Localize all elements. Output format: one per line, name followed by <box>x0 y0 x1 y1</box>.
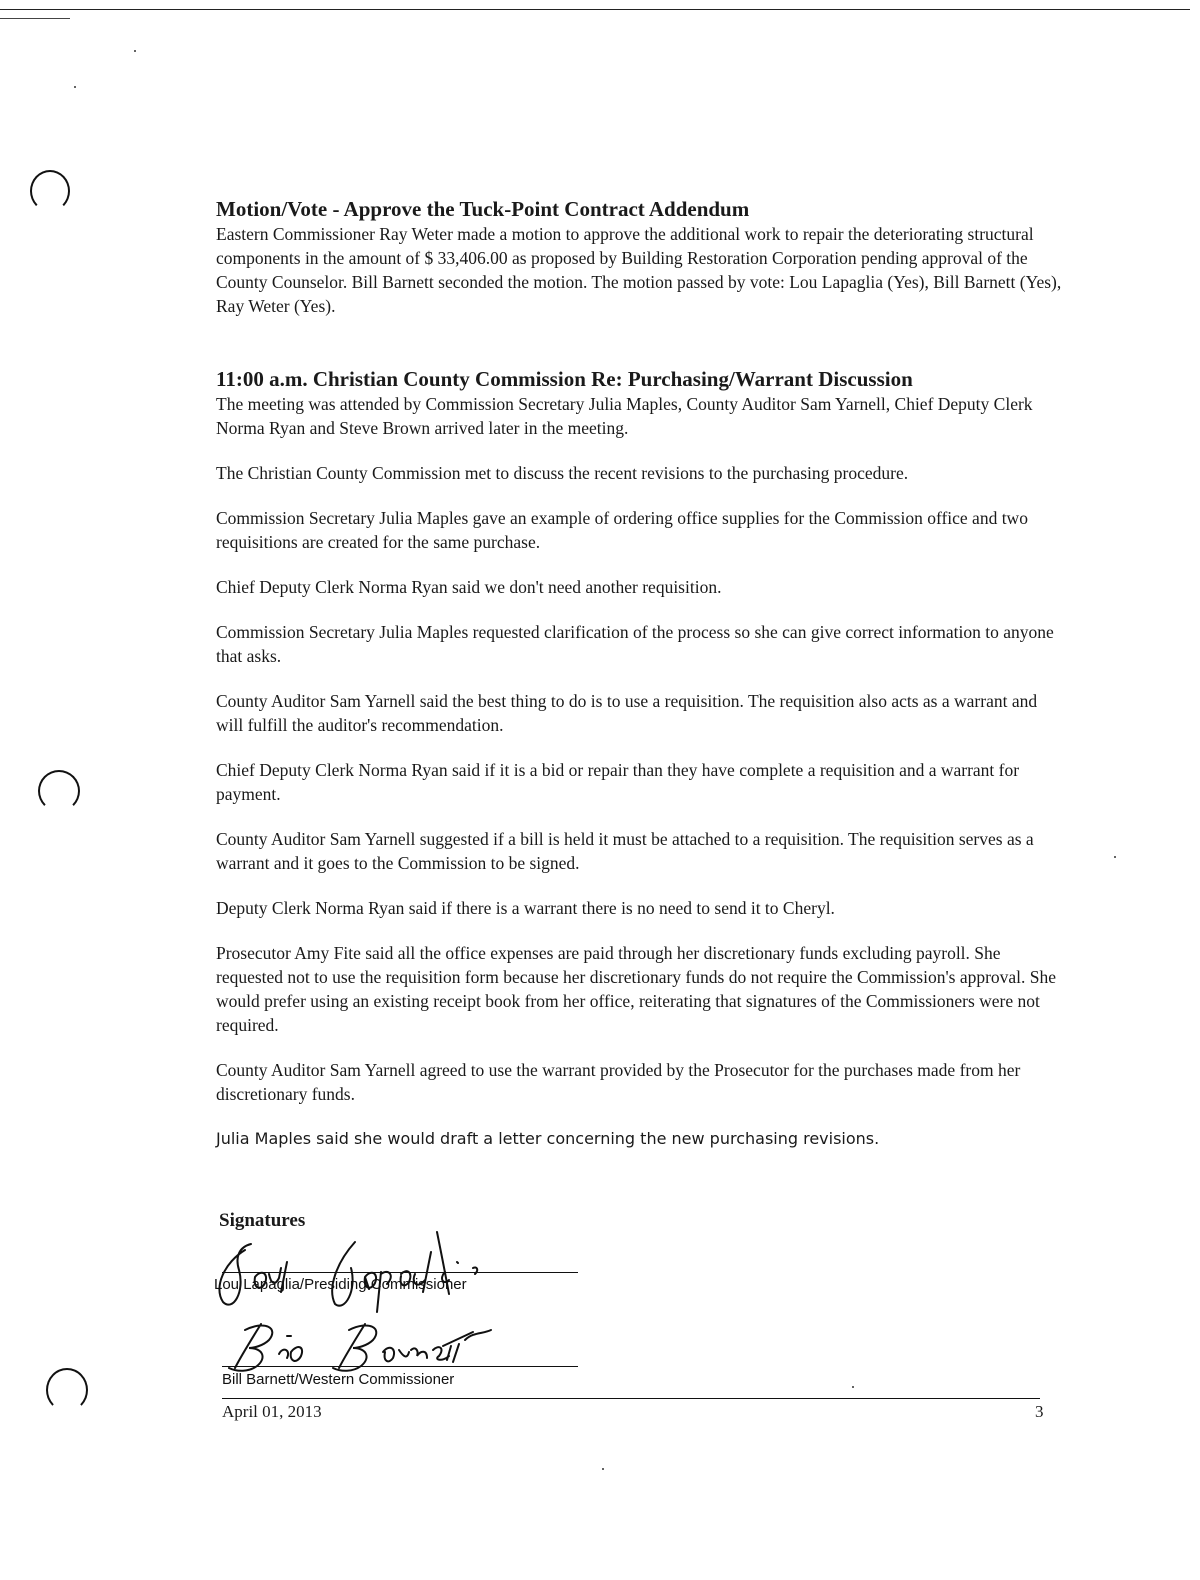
scan-speck <box>74 86 76 88</box>
punch-hole-top <box>30 170 70 212</box>
discussion-paragraph: The meeting was attended by Commission Secretary Julia Maples, County Auditor Sam Yarnell, Chief Deputy Clerk Norma Ryan and Steve Brown arrived later in the meeting. <box>216 394 1033 438</box>
scan-speck <box>134 50 136 52</box>
footer-rule <box>222 1398 1040 1399</box>
signer-caption-2: Bill Barnett/Western Commissioner <box>222 1371 455 1388</box>
discussion-paragraph: County Auditor Sam Yarnell agreed to use the warrant provided by the Prosecutor for the purchases made from her discretionary funds. <box>216 1060 1021 1104</box>
discussion-paragraph: Commission Secretary Julia Maples gave an example of ordering office supplies for the Commission office and two requisitions are created for the same purchase. <box>216 508 1028 552</box>
punch-hole-bottom <box>46 1368 88 1412</box>
signature-line-2 <box>222 1366 578 1367</box>
footer-date: April 01, 2013 <box>222 1402 322 1421</box>
signature-line-1 <box>222 1272 578 1273</box>
scan-speck <box>1114 856 1116 858</box>
closing-note: Julia Maples said she would draft a letter concerning the new purchasing revisions. <box>216 1129 880 1148</box>
scan-edge-mark <box>0 18 70 19</box>
signer-caption-1: Lou Lapaglia/Presiding Commissioner <box>214 1276 467 1293</box>
motion-vote-paragraph: Eastern Commissioner Ray Weter made a motion to approve the additional work to repair the deteriorating structural components in the amount of $ 33,406.00 as proposed by Building Restoration Corporation pending approval of the County Counselor. Bill Barnett seconded the motion. The motion passed by vote: Lou Lapaglia (Yes), Bill Barnett (Yes), Ray Weter (Yes). <box>216 224 1062 316</box>
page-number: 3 <box>1035 1402 1044 1421</box>
discussion-paragraph: Chief Deputy Clerk Norma Ryan said if it is a bid or repair than they have complete a requisition and a warrant for payment. <box>216 760 1020 804</box>
discussion-paragraph: County Auditor Sam Yarnell suggested if a bill is held it must be attached to a requisition. The requisition serves as a warrant and it goes to the Commission to be signed. <box>216 829 1034 873</box>
minutes-body <box>216 196 1066 1151</box>
discussion-paragraph: The Christian County Commission met to discuss the recent revisions to the purchasing procedure. <box>216 463 909 483</box>
scan-speck <box>602 1468 604 1470</box>
discussion-paragraph: County Auditor Sam Yarnell said the best thing to do is to use a requisition. The requisition also acts as a warrant and will fulfill the auditor's recommendation. <box>216 691 1038 735</box>
discussion-paragraph: Prosecutor Amy Fite said all the office expenses are paid through her discretionary funds excluding payroll. She requested not to use the requisition form because her discretionary funds do not require the Commission's approval. She would prefer using an existing receipt book from her office, reiterating that signatures of the Commissioners were not required. <box>216 943 1057 1035</box>
signature-lou-lapaglia <box>205 1222 525 1317</box>
discussion-paragraph: Deputy Clerk Norma Ryan said if there is a warrant there is no need to send it to Cheryl. <box>216 898 835 918</box>
discussion-paragraph: Chief Deputy Clerk Norma Ryan said we don't need another requisition. <box>216 577 722 597</box>
punch-hole-middle <box>38 770 80 812</box>
signature-bill-barnett <box>225 1316 525 1376</box>
scan-speck <box>852 1386 854 1388</box>
signatures-heading: Signatures <box>219 1210 306 1231</box>
discussion-paragraph: Commission Secretary Julia Maples requested clarification of the process so she can give correct information to anyone that asks. <box>216 622 1054 666</box>
section-heading-purchasing-discussion: 11:00 a.m. Christian County Commission Re: Purchasing/Warrant Discussion <box>216 367 913 391</box>
scan-top-rule <box>0 9 1190 10</box>
section-heading-motion-vote: Motion/Vote - Approve the Tuck-Point Contract Addendum <box>216 197 750 221</box>
